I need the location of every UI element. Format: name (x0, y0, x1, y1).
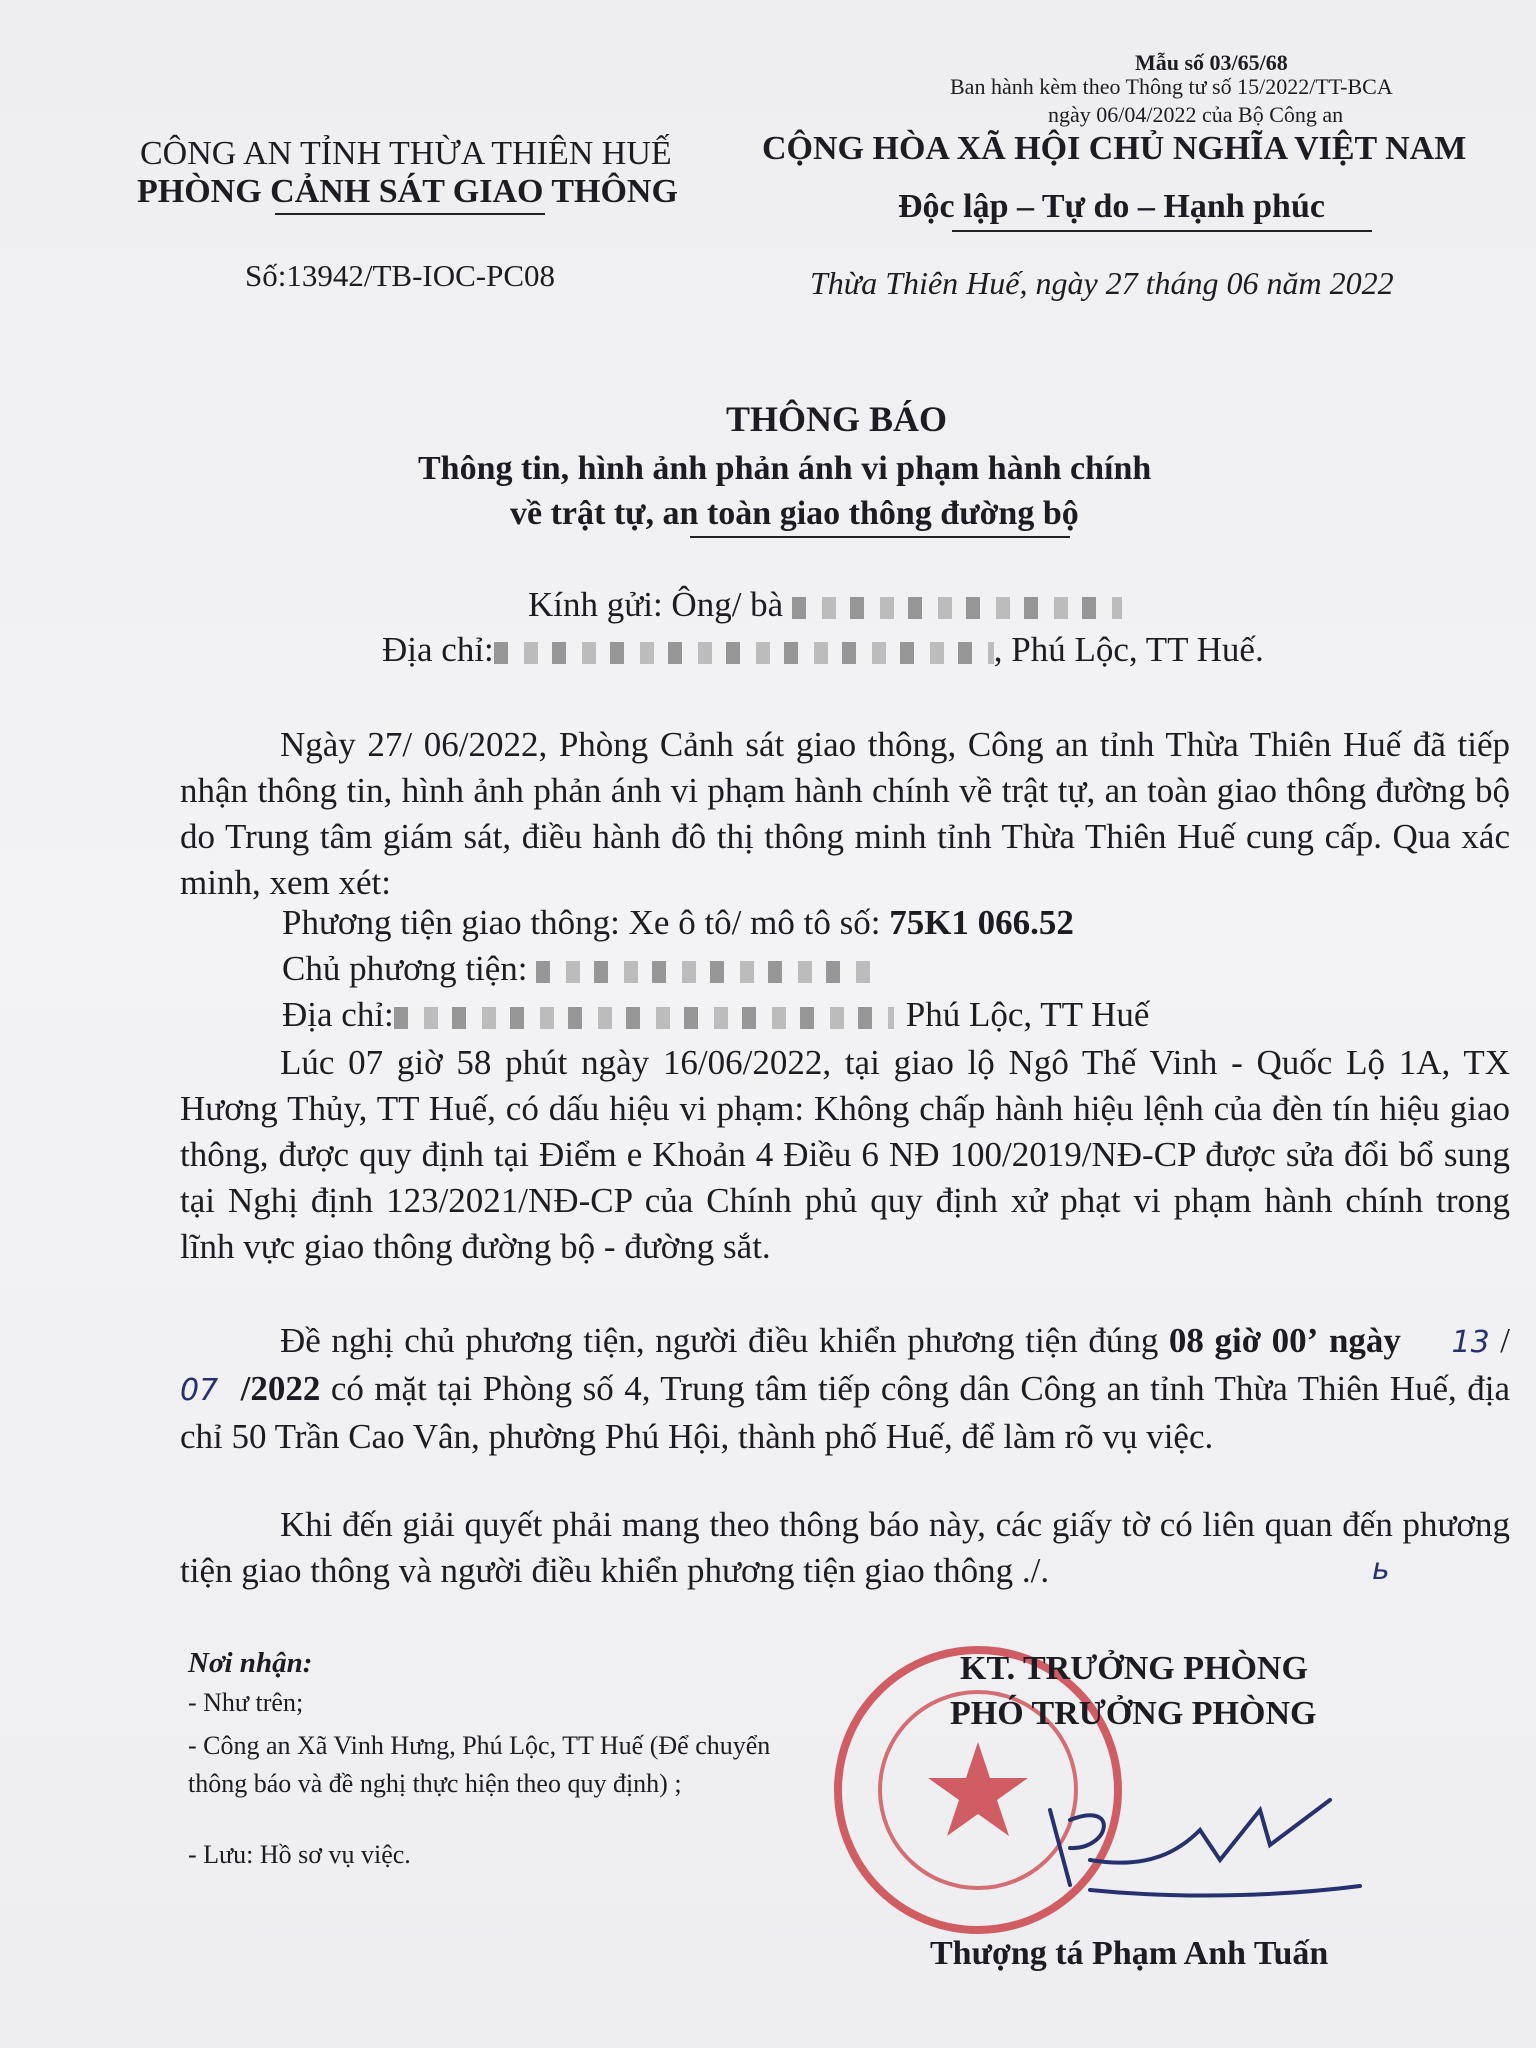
form-issued-line1: Ban hành kèm theo Thông tư số 15/2022/TT-BCA (950, 74, 1393, 99)
handwritten-signature (1030, 1790, 1390, 1910)
place-date: Thừa Thiên Huế, ngày 27 tháng 06 năm 2022 (810, 265, 1394, 301)
appointment-year: /2022 (240, 1369, 321, 1408)
address-tail: , Phú Lộc, TT Huế. (993, 630, 1264, 669)
handwritten-month: 07 (180, 1373, 219, 1408)
owner-label: Chủ phương tiện: (282, 949, 528, 988)
agency-line1: CÔNG AN TỈNH THỪA THIÊN HUẾ (140, 135, 672, 172)
handwritten-mark: ь (1372, 1552, 1390, 1587)
sign-title-1: KT. TRƯỞNG PHÒNG (960, 1650, 1308, 1687)
redacted-address (494, 642, 994, 664)
nation-line1: CỘNG HÒA XÃ HỘI CHỦ NGHĨA VIỆT NAM (762, 130, 1467, 167)
star-icon (928, 1742, 1028, 1836)
notice-subtitle-1: Thông tin, hình ảnh phản ánh vi phạm hành chính (418, 450, 1152, 487)
sign-title-2: PHÓ TRƯỞNG PHÒNG (950, 1695, 1317, 1732)
form-issued-line2: ngày 06/04/2022 của Bộ Công an (1048, 102, 1344, 127)
redacted-name (792, 597, 1122, 619)
owner-address-tail: Phú Lộc, TT Huế (905, 995, 1150, 1034)
para3-rest: có mặt tại Phòng số 4, Trung tâm tiếp công dân Công an tỉnh Thừa Thiên Huế, địa chỉ 50 Trần Cao Vân, phường Phú Hội, thành phố Huế, để làm rõ vụ việc. (180, 1369, 1511, 1456)
redacted-owner-address (394, 1007, 894, 1029)
vehicle-label: Phương tiện giao thông: Xe ô tô/ mô tô số: (282, 903, 890, 942)
para3-ngay: ngày (1328, 1321, 1401, 1360)
vehicle-plate: 75K1 066.52 (889, 903, 1074, 942)
owner-line (282, 949, 876, 989)
notice-subtitle-2: về trật tự, an toàn giao thông đường bộ (510, 495, 1079, 532)
para3-start: Đề nghị chủ phương tiện, người điều khiển phương tiện đúng (280, 1321, 1169, 1360)
paragraph-2: Lúc 07 giờ 58 phút ngày 16/06/2022, tại giao lộ Ngô Thế Vinh - Quốc Lộ 1A, TX Hương Thủy, TT Huế, có dấu hiệu vi phạm: Không chấp hành hiệu lệnh của đèn tín hiệu giao thông, được quy định tại Điểm e Khoản 4 Điều 6 NĐ 100/2019/NĐ-CP được sửa đổi bổ sung tại Nghị định 123/2021/NĐ-CP của Chính phủ quy định xử phạt vi phạm hành chính trong lĩnh vực giao thông đường bộ - đường sắt. (180, 1043, 1510, 1266)
document-number: Số:13942/TB-IOC-PC08 (245, 258, 556, 293)
agency-line2: PHÒNG CẢNH SÁT GIAO THÔNG (137, 173, 678, 210)
agency-underline (275, 213, 545, 215)
recipients-title: Nơi nhận: (188, 1647, 313, 1679)
subtitle-underline (690, 536, 1070, 538)
signer-name: Thượng tá Phạm Anh Tuấn (930, 1935, 1329, 1972)
vehicle-line (282, 903, 1074, 943)
handwritten-day: 13 (1451, 1325, 1490, 1360)
owner-address-line (282, 995, 1149, 1035)
recipient-item-3: - Lưu: Hồ sơ vụ việc. (188, 1840, 411, 1869)
paragraph-1: Ngày 27/ 06/2022, Phòng Cảnh sát giao thông, Công an tỉnh Thừa Thiên Huế đã tiếp nhận thông tin, hình ảnh phản ánh vi phạm hành chính về trật tự, an toàn giao thông đường bộ do Trung tâm giám sát, điều hành đô thị thông minh tỉnh Thừa Thiên Huế cung cấp. Qua xác minh, xem xét: (180, 725, 1510, 902)
recipient-item-1: - Như trên; (188, 1688, 304, 1717)
address-line (382, 630, 1264, 670)
nation-line2: Độc lập – Tự do – Hạnh phúc (898, 188, 1325, 225)
form-number: Mẫu số 03/65/68 (1135, 50, 1288, 75)
date-slash-1: / (1500, 1321, 1511, 1360)
address-label: Địa chỉ: (382, 630, 494, 669)
paragraph-4: Khi đến giải quyết phải mang theo thông báo này, các giấy tờ có liên quan đến phương tiện giao thông và người điều khiển phương tiện giao thông ./. (180, 1505, 1510, 1590)
owner-address-label: Địa chỉ: (282, 995, 394, 1034)
notice-title: THÔNG BÁO (726, 399, 948, 439)
redacted-owner (536, 961, 876, 983)
appointment-time: 08 giờ 00’ (1168, 1321, 1319, 1360)
recipient-line (528, 585, 1122, 625)
paragraph-3 (180, 1318, 1510, 1460)
nation-underline (952, 230, 1372, 232)
recipient-label: Kính gửi: Ông/ bà (528, 585, 784, 624)
recipient-item-2: - Công an Xã Vinh Hưng, Phú Lộc, TT Huế (Để chuyển thông báo và đề nghị thực hiện theo quy định) ; (188, 1731, 771, 1798)
